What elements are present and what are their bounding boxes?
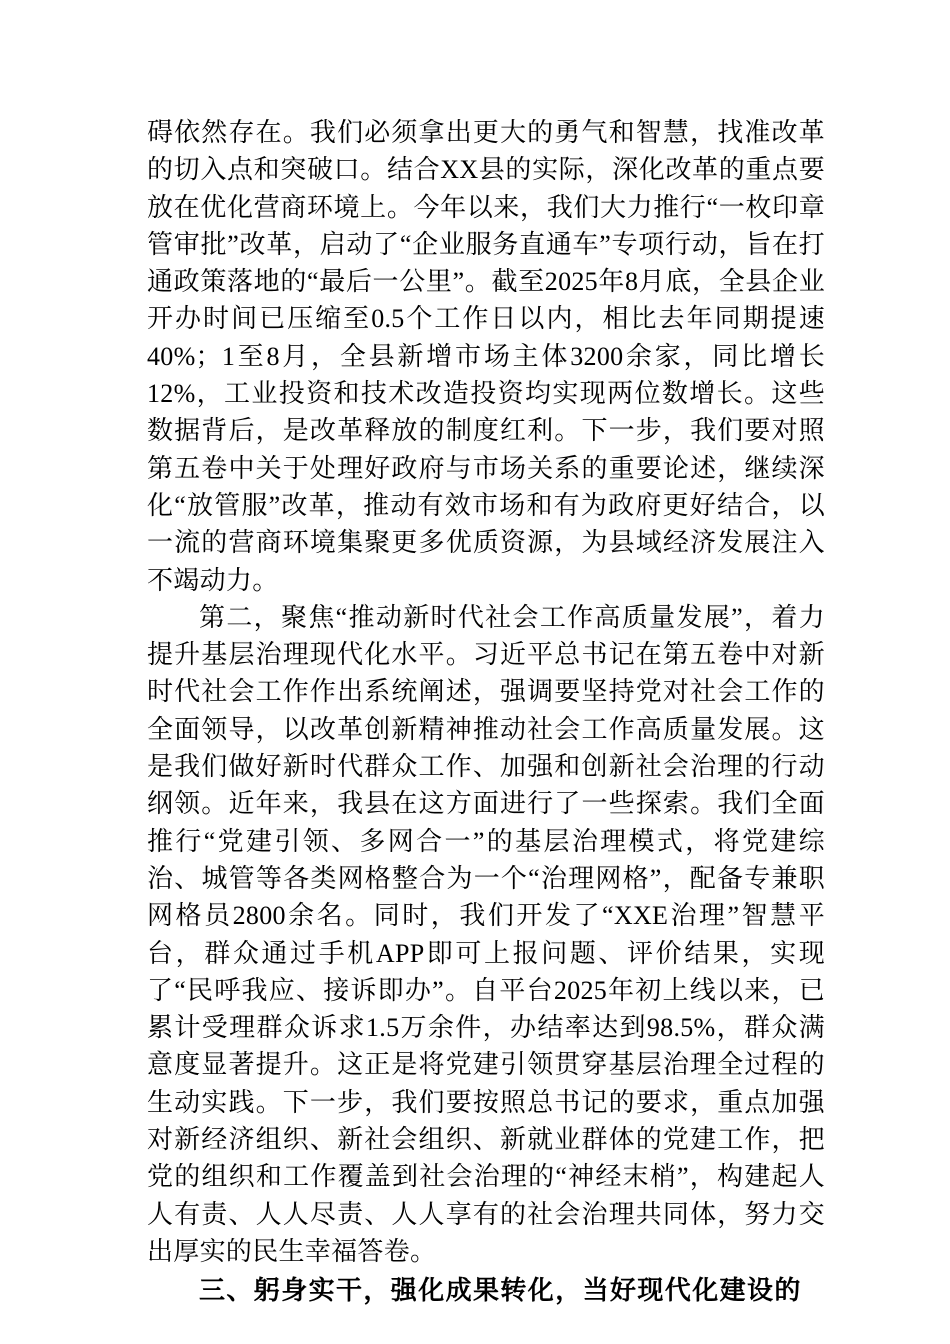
paragraph-second-point: 第二，聚焦“推动新时代社会工作高质量发展”，着力提升基层治理现代化水平。习近平总书记在第五卷中对新时代社会工作作出系统阐述，强调要坚持党对社会工作的全面领导，以改革创新精神推动社会工作高质量发展。这是我们做好新时代群众工作、加强和创新社会治理的行动纲领。近年来，我县在这方面进行了一些探索。我们全面推行“党建引领、多网合一”的基层治理模式，将党建综治、城管等各类网格整合为一个“治理网格”，配备专兼职网格员2800余名。同时，我们开发了“XXE治理”智慧平台，群众通过手机APP即可上报问题、评价结果，实现了“民呼我应、接诉即办”。自平台2025年初上线以来，已累计受理群众诉求1.5万余件，办结率达到98.5%，群众满意度显著提升。这正是将党建引领贯穿基层治理全过程的生动实践。下一步，我们要按照总书记的要求，重点加强对新经济组织、新社会组织、新就业群体的党建工作，把党的组织和工作覆盖到社会治理的“神经末梢”，构建起人人有责、人人尽责、人人享有的社会治理共同体，努力交出厚实的民生幸福答卷。: [147, 602, 825, 1266]
paragraph-continuation: 碍依然存在。我们必须拿出更大的勇气和智慧，找准改革的切入点和突破口。结合XX县的实际，深化改革的重点要放在优化营商环境上。今年以来，我们大力推行“一枚印章管审批”改革，启动了“企业服务直通车”专项行动，旨在打通政策落地的“最后一公里”。截至2025年8月底，全县企业开办时间已压缩至0.5个工作日以内，相比去年同期提速40%；1至8月，全县新增市场主体3200余家，同比增长12%，工业投资和技术改造投资均实现两位数增长。这些数据背后，是改革释放的制度红利。下一步，我们要对照第五卷中关于处理好政府与市场关系的重要论述，继续深化“放管服”改革，推动有效市场和有为政府更好结合，以一流的营商环境集聚更多优质资源，为县域经济发展注入不竭动力。: [147, 118, 825, 595]
document-body: [147, 114, 825, 1310]
section-heading-three: 三、躬身实干，强化成果转化，当好现代化建设的: [199, 1276, 802, 1306]
